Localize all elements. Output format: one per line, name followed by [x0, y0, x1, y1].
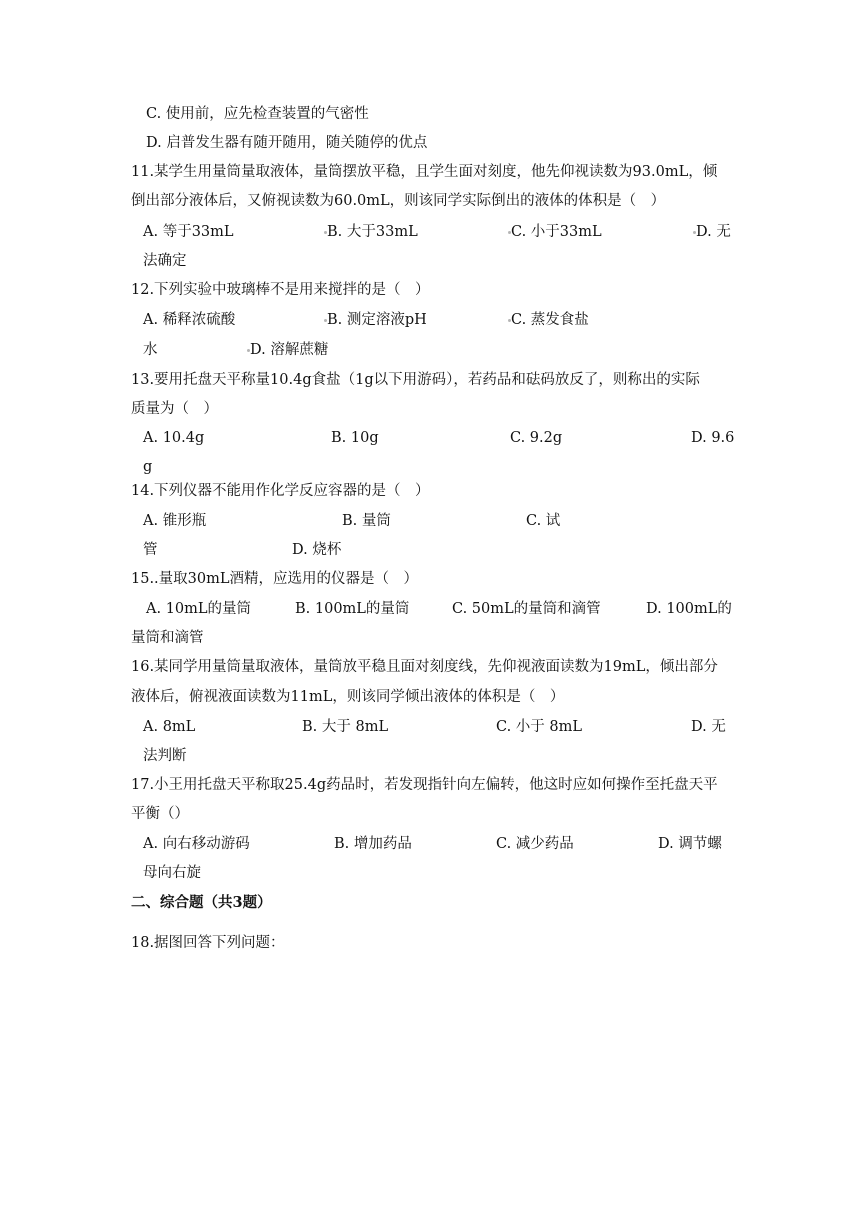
q11-option-d-part1: D. 无 [696, 224, 731, 240]
q17-option-a: A. 向右移动游码 [143, 836, 250, 852]
q13-stem-line1: 13.要用托盘天平称量10.4g食盐（1g以下用游码），若药品和砝码放反了，则称出的实际 [131, 372, 700, 388]
q17-option-b: B. 增加药品 [334, 836, 412, 852]
q10-option-d: D. 启普发生器有随开随用，随关随停的优点 [146, 135, 428, 151]
q17-option-d-part1: D. 调节螺 [658, 836, 722, 852]
q15-option-d-part2: 量筒和滴管 [131, 630, 204, 646]
q12-option-c-part2: 水 [143, 342, 158, 358]
q12-option-b: B. 测定溶液pH [327, 312, 427, 328]
q12-option-d: D. 溶解蔗糖 [250, 342, 329, 358]
q13-stem-line2: 质量为（ ） [131, 401, 218, 417]
q14-option-c-part2: 管 [143, 542, 158, 558]
q17-stem-line1: 17.小王用托盘天平称取25.4g药品时，若发现指针向左偏转，他这时应如何操作至托盘天平 [131, 777, 718, 793]
q14-option-c-part1: C. 试 [526, 513, 561, 529]
q11-stem-line1: 11.某学生用量筒量取液体，量筒摆放平稳，且学生面对刻度，他先仰视读数为93.0mL，倾 [131, 164, 718, 180]
q15-option-a: A. 10mL的量筒 [146, 601, 252, 617]
q15-option-b: B. 100mL的量筒 [295, 601, 410, 617]
q17-option-d-part2: 母向右旋 [143, 865, 201, 881]
q13-option-d-part2: g [143, 459, 153, 475]
q16-option-d-part1: D. 无 [691, 719, 726, 735]
q13-option-d-part1: D. 9.6 [691, 430, 735, 446]
q15-stem: 15..量取30mL酒精，应选用的仪器是（ ） [131, 571, 418, 587]
q18-stem: 18.据图回答下列问题： [131, 935, 285, 951]
q17-stem-line2: 平衡（） [131, 806, 189, 822]
section-heading: 二、综合题（共3题） [131, 894, 272, 911]
q16-option-d-part2: 法判断 [143, 748, 187, 764]
q14-stem: 14.下列仪器不能用作化学反应容器的是（ ） [131, 483, 430, 499]
q13-option-c: C. 9.2g [510, 430, 563, 446]
q11-option-b: B. 大于33mL [327, 224, 418, 240]
q10-option-c: C. 使用前，应先检查装置的气密性 [146, 106, 369, 122]
q11-stem-line2: 倒出部分液体后，又俯视读数为60.0mL，则该同学实际倒出的液体的体积是（ ） [131, 193, 666, 209]
q14-option-b: B. 量筒 [342, 513, 391, 529]
q16-option-b: B. 大于 8mL [302, 719, 389, 735]
q11-option-c: C. 小于33mL [511, 224, 602, 240]
q12-option-a: A. 稀释浓硫酸 [143, 312, 236, 328]
q11-option-a: A. 等于33mL [143, 224, 234, 240]
q11-option-d-part2: 法确定 [143, 253, 187, 269]
q16-stem-line1: 16.某同学用量筒量取液体，量筒放平稳且面对刻度线，先仰视液面读数为19mL，倾出部分 [131, 659, 718, 675]
q16-option-c: C. 小于 8mL [496, 719, 583, 735]
q12-stem: 12.下列实验中玻璃棒不是用来搅拌的是（ ） [131, 282, 430, 298]
q13-option-a: A. 10.4g [143, 430, 205, 446]
q15-option-d-part1: D. 100mL的 [646, 601, 732, 617]
q13-option-b: B. 10g [331, 430, 379, 446]
q14-option-a: A. 锥形瓶 [143, 513, 207, 529]
q16-option-a: A. 8mL [143, 719, 196, 735]
q12-option-c-part1: C. 蒸发食盐 [511, 312, 589, 328]
q17-option-c: C. 减少药品 [496, 836, 574, 852]
q16-stem-line2: 液体后，俯视液面读数为11mL，则该同学倾出液体的体积是（ ） [131, 689, 565, 705]
q15-option-c: C. 50mL的量筒和滴管 [452, 601, 601, 617]
q14-option-d: D. 烧杯 [292, 542, 342, 558]
